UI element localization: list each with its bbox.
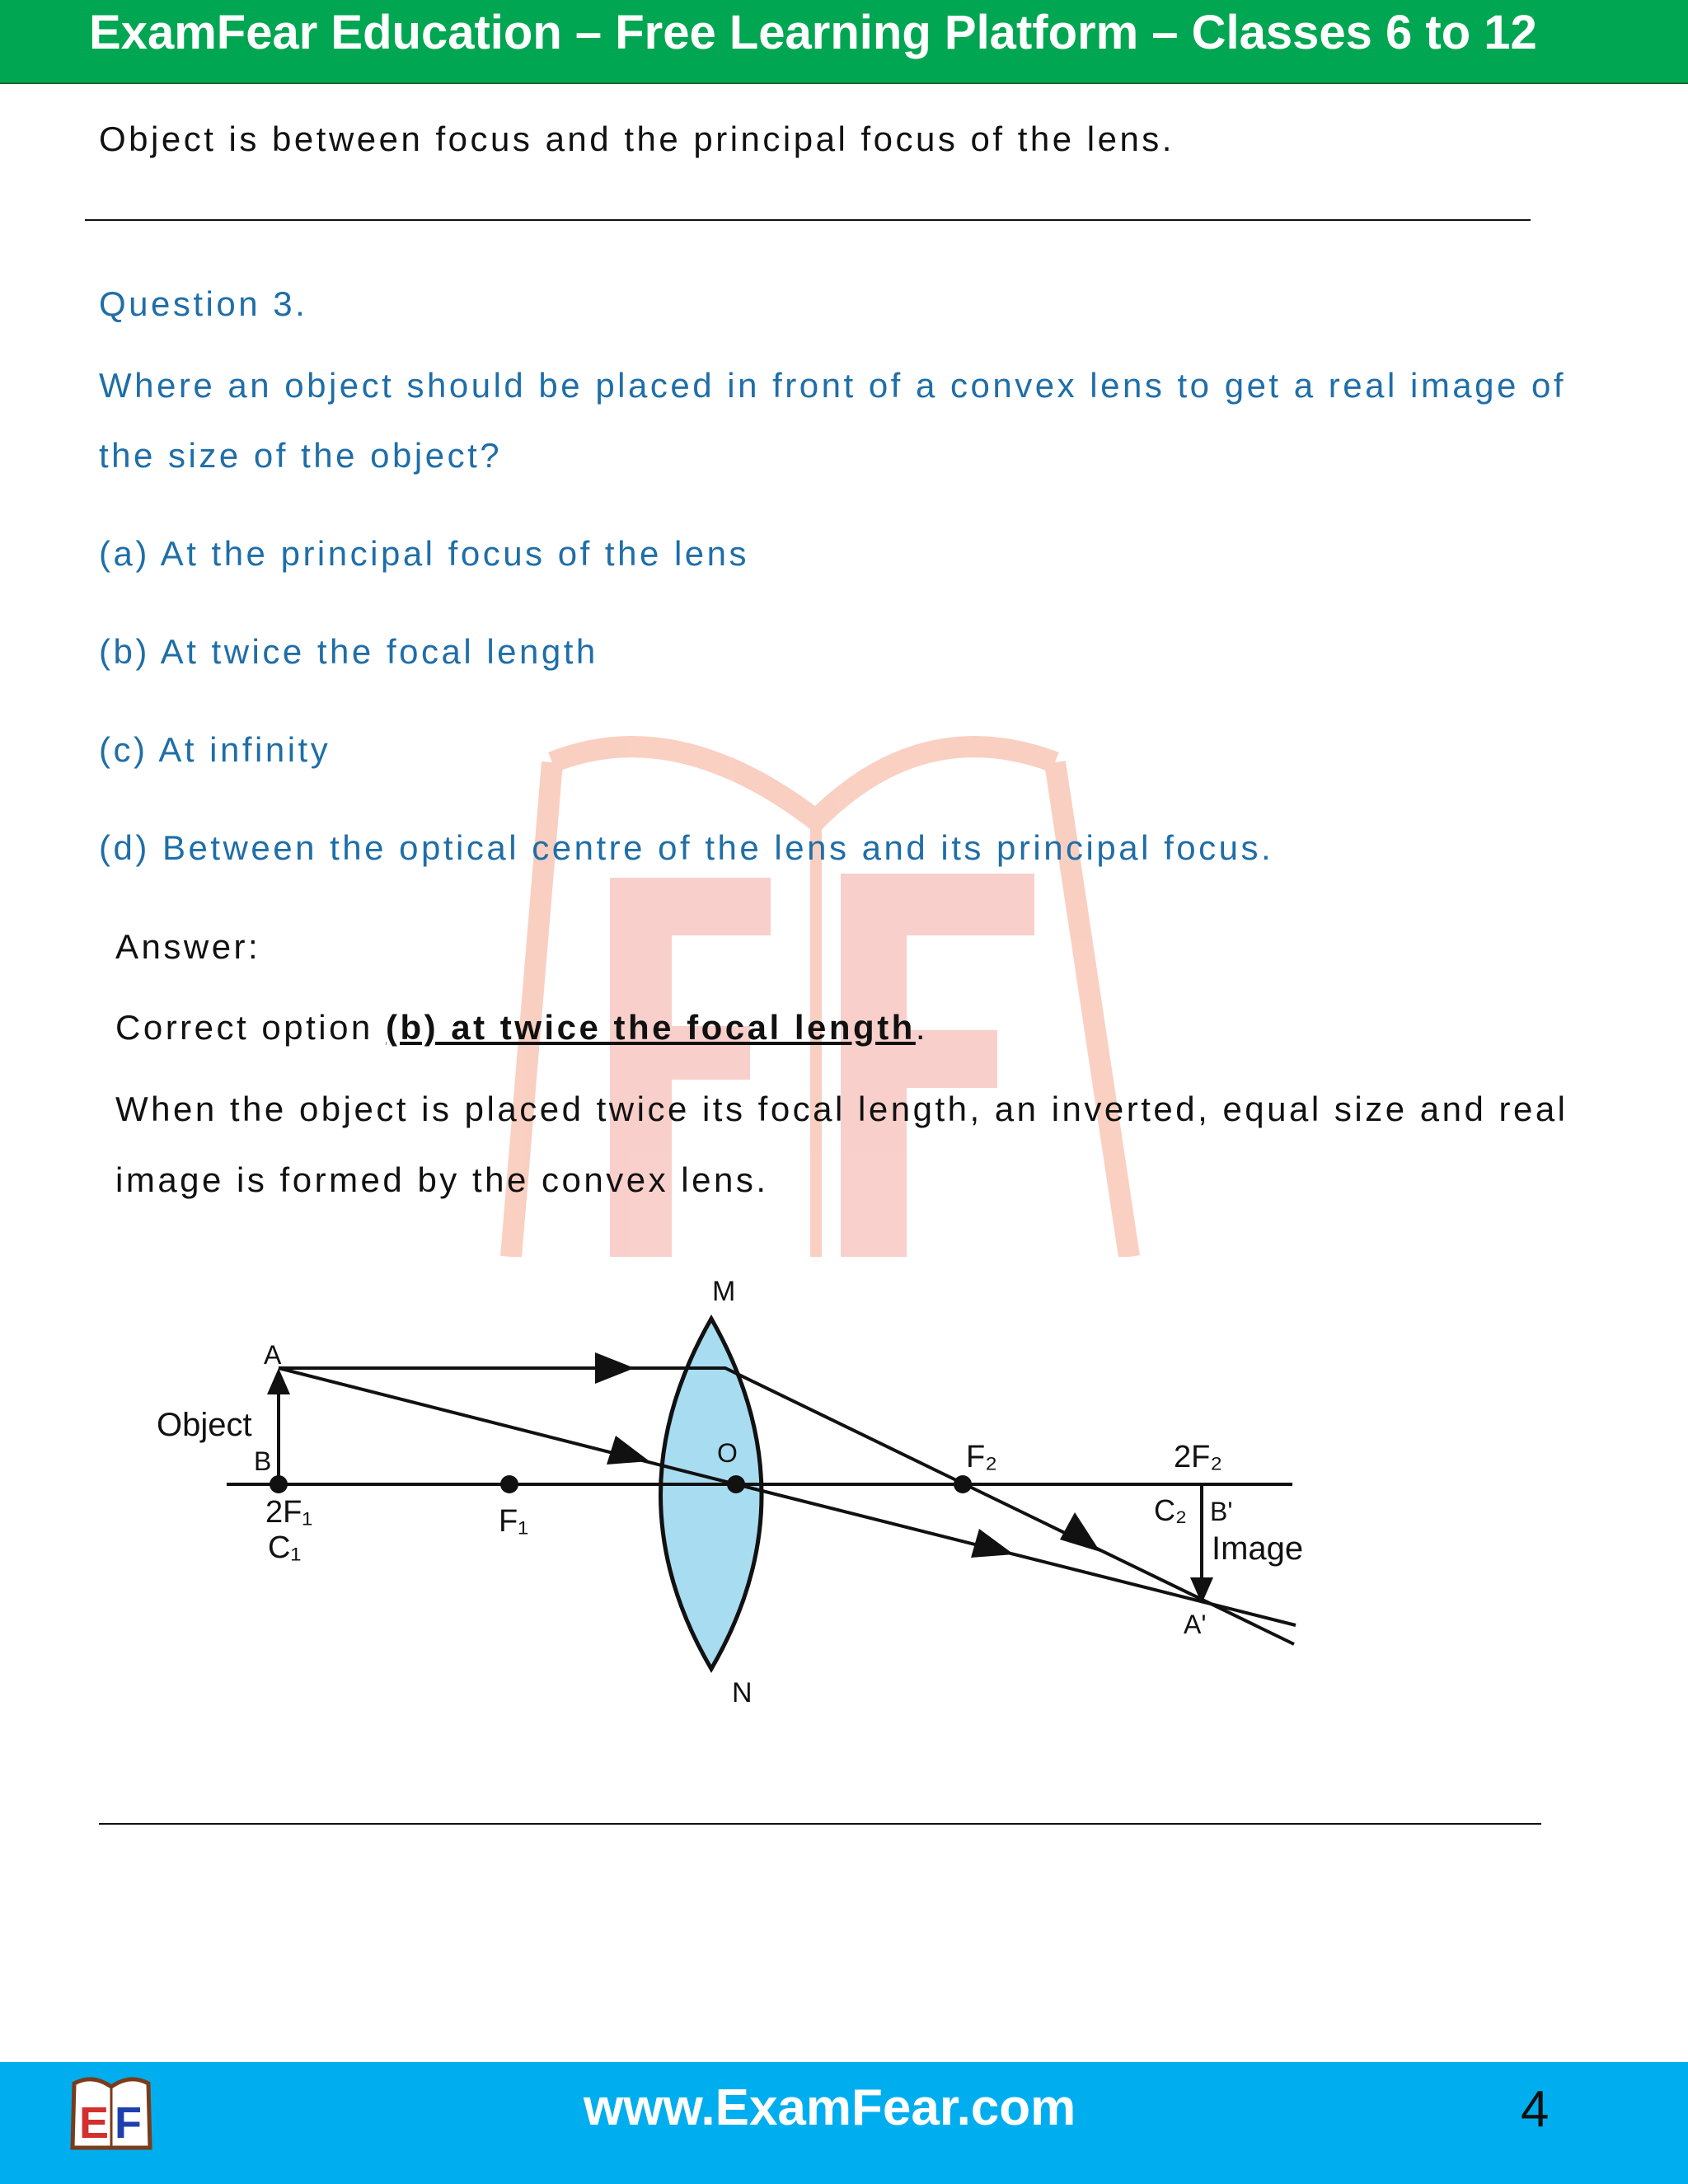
option-c: (c) At infinity bbox=[99, 730, 331, 769]
option-b: (b) At twice the focal length bbox=[99, 632, 598, 671]
label-b-prime: B' bbox=[1210, 1497, 1233, 1526]
header-title: ExamFear Education – Free Learning Platform – Classes 6 to 12 bbox=[89, 6, 1537, 59]
option-d: (d) Between the optical centre of the lens and its principal focus. bbox=[99, 828, 1274, 867]
label-f2: F₂ bbox=[966, 1440, 997, 1474]
logo-letter-e: E bbox=[79, 2098, 110, 2148]
label-image: Image bbox=[1212, 1530, 1304, 1567]
label-a: A bbox=[264, 1340, 282, 1370]
divider-bottom bbox=[99, 1823, 1541, 1825]
ray-parallel bbox=[279, 1368, 1294, 1644]
page-footer bbox=[0, 2062, 1688, 2184]
point-f1 bbox=[500, 1475, 518, 1493]
label-2f2: 2F₂ bbox=[1174, 1440, 1223, 1474]
label-o: O bbox=[717, 1438, 738, 1468]
label-2f1: 2F₁ bbox=[265, 1495, 313, 1530]
footer-website-link[interactable]: www.ExamFear.com bbox=[584, 2079, 1076, 2136]
question-text-line1: Where an object should be placed in front of a convex lens to get a real image of bbox=[99, 366, 1567, 405]
divider-top bbox=[85, 219, 1531, 221]
option-a: (a) At the principal focus of the lens bbox=[99, 534, 750, 573]
answer-correct-option: (b) at twice the focal length bbox=[385, 1008, 916, 1047]
label-m: M bbox=[712, 1276, 736, 1307]
point-2f1 bbox=[270, 1475, 288, 1493]
answer-prefix: Correct option bbox=[115, 1008, 386, 1047]
convex-lens-ray-diagram bbox=[0, 1253, 1688, 1714]
question-number: Question 3. bbox=[99, 284, 308, 323]
page-header bbox=[0, 0, 1688, 84]
label-a-prime: A' bbox=[1184, 1610, 1207, 1639]
explanation-line2: image is formed by the convex lens. bbox=[115, 1160, 769, 1199]
label-n: N bbox=[732, 1677, 753, 1708]
label-object: Object bbox=[157, 1407, 252, 1443]
ray-arrowhead-4 bbox=[971, 1529, 1014, 1558]
label-f1: F₁ bbox=[499, 1504, 529, 1539]
label-c2: C₂ bbox=[1154, 1493, 1187, 1527]
ray-arrowhead-1 bbox=[595, 1352, 635, 1384]
object-arrowhead bbox=[267, 1368, 290, 1394]
answer-line bbox=[115, 1008, 928, 1047]
label-b: B bbox=[254, 1446, 272, 1476]
point-o bbox=[727, 1475, 745, 1493]
point-f2 bbox=[954, 1475, 972, 1493]
label-c1: C₁ bbox=[268, 1530, 302, 1565]
ray-arrowhead-3 bbox=[607, 1436, 649, 1465]
question-text-line2: the size of the object? bbox=[99, 436, 503, 475]
ray-arrowhead-2 bbox=[1060, 1512, 1100, 1552]
ray-through-centre bbox=[279, 1368, 1296, 1625]
examfear-logo bbox=[68, 2075, 155, 2151]
answer-label: Answer: bbox=[115, 927, 261, 966]
page-number: 4 bbox=[1521, 2081, 1550, 2138]
logo-letter-f: F bbox=[115, 2098, 142, 2148]
convex-lens bbox=[661, 1319, 762, 1669]
explanation-line1: When the object is placed twice its focal length, an inverted, equal size and real bbox=[115, 1090, 1568, 1128]
answer-suffix: . bbox=[915, 1008, 929, 1047]
intro-line: Object is between focus and the principal focus of the lens. bbox=[99, 120, 1175, 158]
